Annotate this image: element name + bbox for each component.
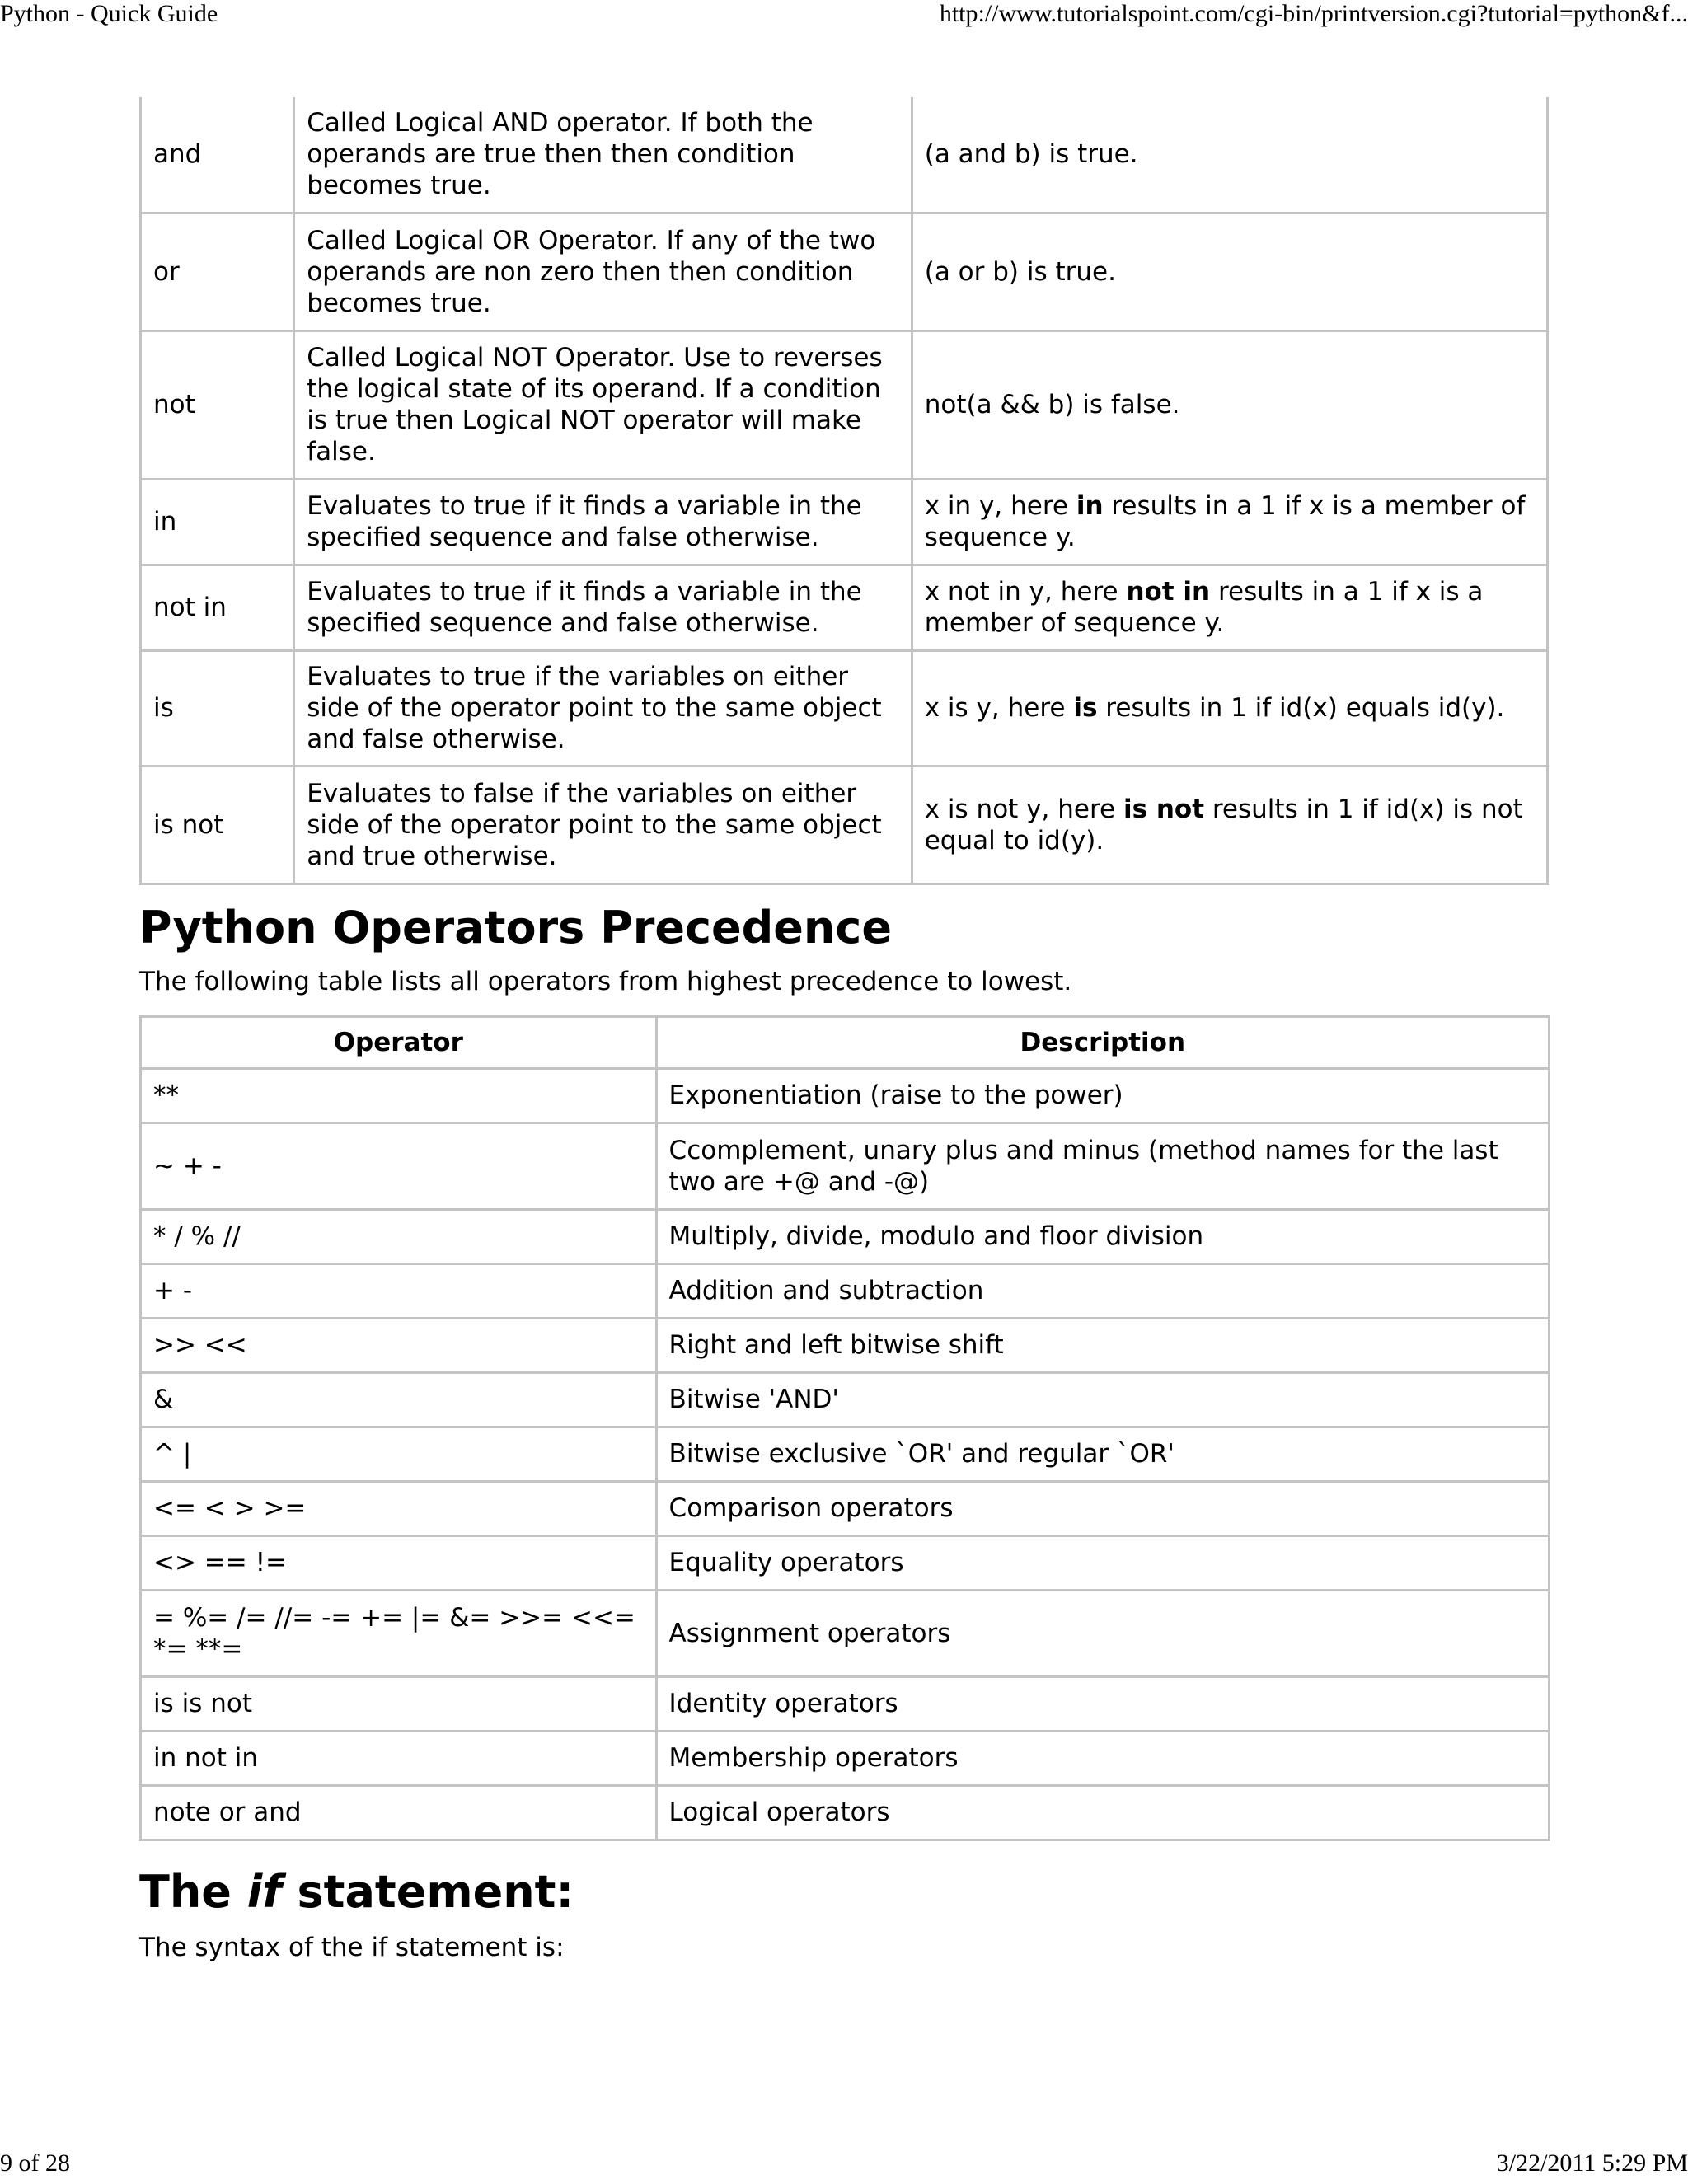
- table-row: [141, 650, 1548, 766]
- description-cell: Exponentiation (raise to the power): [656, 1068, 1549, 1122]
- description-cell: Comparison operators: [656, 1481, 1549, 1535]
- precedence-table-body: [141, 1068, 1550, 1840]
- description-cell: Called Logical NOT Operator. Use to reverses the logical state of its operand. If a condition is true then Logical NOT operator will make false.: [294, 330, 912, 479]
- operator-cell: is is not: [141, 1676, 657, 1731]
- logical-operators-table: [139, 97, 1549, 885]
- description-cell: Equality operators: [656, 1535, 1549, 1590]
- table-row: [141, 1372, 1550, 1427]
- example-cell: [912, 479, 1547, 565]
- example-text: x is y, here: [924, 693, 1074, 723]
- precedence-table-header-row: [141, 1016, 1550, 1068]
- table-row: [141, 1481, 1550, 1535]
- print-header-title: Python - Quick Guide: [0, 0, 218, 27]
- if-heading-pre: The: [139, 1865, 247, 1918]
- example-text-tail: results in 1 if id(x) is not equal to id(y).: [924, 794, 1523, 855]
- example-text: (a and b) is true.: [924, 139, 1138, 170]
- table-row: [141, 1731, 1550, 1785]
- example-keyword: in: [1076, 491, 1104, 521]
- example-cell: [912, 213, 1547, 330]
- operator-cell: >> <<: [141, 1318, 657, 1372]
- print-datetime: 3/22/2011 5:29 PM: [1496, 2149, 1688, 2177]
- operator-cell: is: [141, 650, 294, 766]
- table-row: [141, 1676, 1550, 1731]
- example-text: x not in y, here: [924, 577, 1127, 607]
- table-row: [141, 1068, 1550, 1122]
- print-footer: [0, 2149, 1688, 2182]
- description-cell: Addition and subtraction: [656, 1263, 1549, 1318]
- if-statement-heading: [139, 1866, 1550, 1919]
- table-row: [141, 1318, 1550, 1372]
- description-cell: Identity operators: [656, 1676, 1549, 1731]
- description-cell: Ccomplement, unary plus and minus (method names for the last two are +@ and -@): [656, 1122, 1549, 1209]
- operator-cell: note or and: [141, 1785, 657, 1840]
- example-cell: [912, 97, 1547, 213]
- description-cell: Evaluates to true if it finds a variable in the specified sequence and false otherwise.: [294, 479, 912, 565]
- operator-cell: ~ + -: [141, 1122, 657, 1209]
- description-cell: Bitwise 'AND': [656, 1372, 1549, 1427]
- column-header-description: Description: [656, 1016, 1549, 1068]
- page-number: 9 of 28: [0, 2149, 70, 2177]
- description-cell: Logical operators: [656, 1785, 1549, 1840]
- table-row: [141, 213, 1548, 330]
- example-text: x in y, here: [924, 491, 1076, 521]
- example-text: (a or b) is true.: [924, 256, 1116, 287]
- example-text: not(a && b) is false.: [924, 390, 1180, 419]
- table-row: [141, 1785, 1550, 1840]
- description-cell: Right and left bitwise shift: [656, 1318, 1549, 1372]
- if-heading-post: statement:: [281, 1865, 574, 1918]
- table-row: [141, 330, 1548, 479]
- print-header-url: http://www.tutorialspoint.com/cgi-bin/printversion.cgi?tutorial=python&f...: [939, 0, 1688, 27]
- example-text-tail: results in 1 if id(x) equals id(y).: [1097, 693, 1505, 723]
- example-keyword: is: [1073, 693, 1098, 723]
- description-cell: Assignment operators: [656, 1590, 1549, 1676]
- description-cell: Evaluates to true if the variables on either side of the operator point to the same object and false otherwise.: [294, 650, 912, 766]
- precedence-heading: Python Operators Precedence: [139, 901, 892, 954]
- operator-cell: &: [141, 1372, 657, 1427]
- if-heading-keyword: if: [246, 1865, 282, 1918]
- description-cell: Multiply, divide, modulo and floor division: [656, 1209, 1549, 1263]
- operator-cell: <= < > >=: [141, 1481, 657, 1535]
- description-cell: Bitwise exclusive `OR' and regular `OR': [656, 1427, 1549, 1481]
- description-cell: Evaluates to true if it finds a variable in the specified sequence and false otherwise.: [294, 565, 912, 650]
- example-cell: [912, 650, 1547, 766]
- if-statement-intro: The syntax of the if statement is:: [139, 1932, 565, 1962]
- table-row: [141, 1427, 1550, 1481]
- operator-cell: or: [141, 213, 294, 330]
- example-keyword: is not: [1123, 794, 1205, 824]
- table-row: [141, 766, 1548, 883]
- description-cell: Called Logical AND operator. If both the operands are true then then condition becomes true.: [294, 97, 912, 213]
- operator-cell: **: [141, 1068, 657, 1122]
- column-header-operator: Operator: [141, 1016, 657, 1068]
- operator-cell: not: [141, 330, 294, 479]
- description-cell: Evaluates to false if the variables on either side of the operator point to the same object and true otherwise.: [294, 766, 912, 883]
- operator-cell: not in: [141, 565, 294, 650]
- example-cell: [912, 330, 1547, 479]
- precedence-intro: The following table lists all operators from highest precedence to lowest.: [139, 966, 1072, 996]
- table-row: [141, 1122, 1550, 1209]
- table-row: [141, 565, 1548, 650]
- precedence-table: [139, 1015, 1550, 1841]
- example-keyword: not in: [1126, 577, 1211, 607]
- table-row: [141, 1590, 1550, 1676]
- page-content: [139, 97, 1550, 1963]
- description-cell: Membership operators: [656, 1731, 1549, 1785]
- example-text-tail: results in a 1 if x is a member of sequence y.: [924, 577, 1484, 638]
- operator-cell: ^ |: [141, 1427, 657, 1481]
- print-header: [0, 0, 1688, 33]
- operator-cell: * / % //: [141, 1209, 657, 1263]
- logical-operators-table-body: [141, 97, 1548, 883]
- example-text-tail: results in a 1 if x is a member of sequence y.: [924, 491, 1526, 552]
- table-row: [141, 1263, 1550, 1318]
- table-row: [141, 479, 1548, 565]
- example-cell: [912, 766, 1547, 883]
- description-cell: Called Logical OR Operator. If any of the two operands are non zero then then condition becomes true.: [294, 213, 912, 330]
- operator-cell: = %= /= //= -= += |= &= >>= <<= *= **=: [141, 1590, 657, 1676]
- table-row: [141, 1209, 1550, 1263]
- operator-cell: <> == !=: [141, 1535, 657, 1590]
- operator-cell: in: [141, 479, 294, 565]
- table-row: [141, 1535, 1550, 1590]
- operator-cell: in not in: [141, 1731, 657, 1785]
- operator-cell: is not: [141, 766, 294, 883]
- operator-cell: + -: [141, 1263, 657, 1318]
- table-row: [141, 97, 1548, 213]
- operator-cell: and: [141, 97, 294, 213]
- example-text: x is not y, here: [924, 794, 1123, 824]
- example-cell: [912, 565, 1547, 650]
